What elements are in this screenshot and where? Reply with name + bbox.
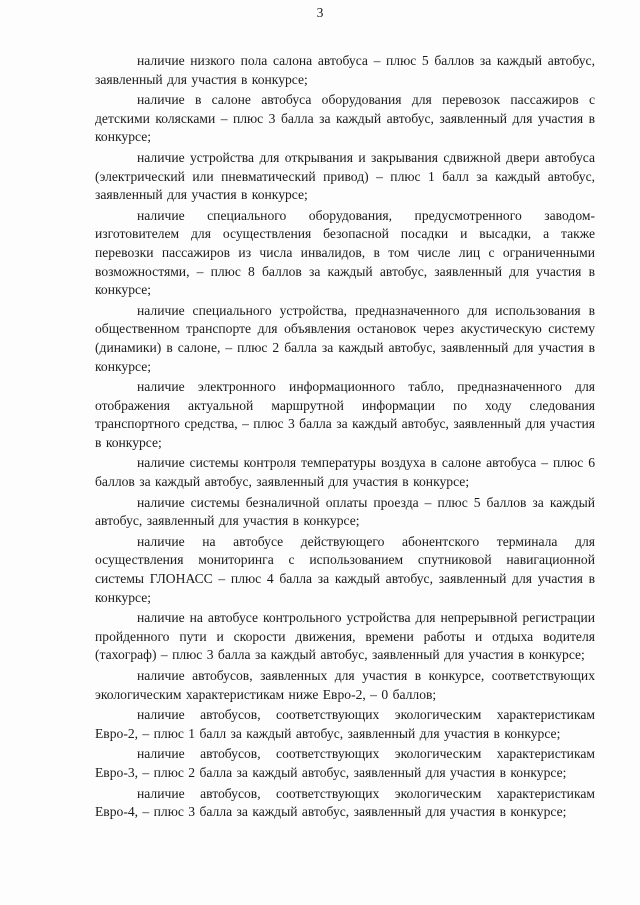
paragraph-info-display: наличие электронного информационного табло, предназначенного для отображения актуальной маршрутной информации по ходу следования транспортного средства, – плюс 3 балла за каждый автобус, заявленный для участия в конкурсе; [95,379,595,450]
document-body [95,52,595,822]
paragraph-low-floor: наличие низкого пола салона автобуса – плюс 5 баллов за каждый автобус, заявленный для участия в конкурсе; [95,53,595,87]
paragraph-euro3: наличие автобусов, соответствующих экологическим характеристикам Евро-3, – плюс 2 балла за каждый автобус, заявленный для участия в конкурсе; [95,746,595,780]
paragraph-cashless-payment: наличие системы безналичной оплаты проезда – плюс 5 баллов за каждый автобус, заявленный для участия в конкурсе; [95,494,595,529]
paragraph-stop-announcements: наличие специального устройства, предназначенного для использования в общественном транспорте для объявления остановок через акустическую систему (динамики) в салоне, – плюс 2 балла за каждый автобус, заявленный для участия в конкурсе; [95,302,595,374]
paragraph-euro2: наличие автобусов, соответствующих экологическим характеристикам Евро-2, – плюс 1 балл за каждый автобус, заявленный для участия в конкурсе; [95,707,595,741]
paragraph-euro4: наличие автобусов, соответствующих экологическим характеристикам Евро-4, – плюс 3 балла за каждый автобус, заявленный для участия в конкурсе; [95,785,595,820]
page-number: 3 [316,5,324,20]
paragraph-stroller-equipment: наличие в салоне автобуса оборудования для перевозок пассажиров с детскими колясками – плюс 3 балла за каждый автобус, заявленный для участия в конкурсе; [95,92,595,145]
paragraph-tachograph: наличие на автобусе контрольного устройства для непрерывной регистрации пройденного пути и скорости движения, времени работы и отдыха водителя (тахограф) – плюс 3 балла за каждый автобус, заявленный для участия в конкурсе; [95,610,595,663]
paragraph-disabled-access: наличие специального оборудования, предусмотренного заводом-изготовителем для осуществления безопасной посадки и высадки, а также перевозки пассажиров из числа инвалидов, в том числе лиц с ограниченными возможностями, – плюс 8 баллов за каждый автобус, заявленный для участия в конкурсе; [95,207,595,298]
paragraph-below-euro2: наличие автобусов, заявленных для участия в конкурсе, соответствующих экологическим характеристикам ниже Евро-2, – 0 баллов; [95,668,595,702]
paragraph-glonass-terminal: наличие на автобусе действующего абонентского терминала для осуществления мониторинга с использованием спутниковой навигационной системы ГЛОНАСС – плюс 4 балла за каждый автобус, заявленный для участия в конкурсе; [95,533,595,605]
paragraph-climate-control: наличие системы контроля температуры воздуха в салоне автобуса – плюс 6 баллов за каждый автобус, заявленный для участия в конкурсе; [95,455,595,490]
paragraph-sliding-door: наличие устройства для открывания и закрывания сдвижной двери автобуса (электрический или пневматический привод) – плюс 1 балл за каждый автобус, заявленный для участия в конкурсе; [95,149,595,203]
